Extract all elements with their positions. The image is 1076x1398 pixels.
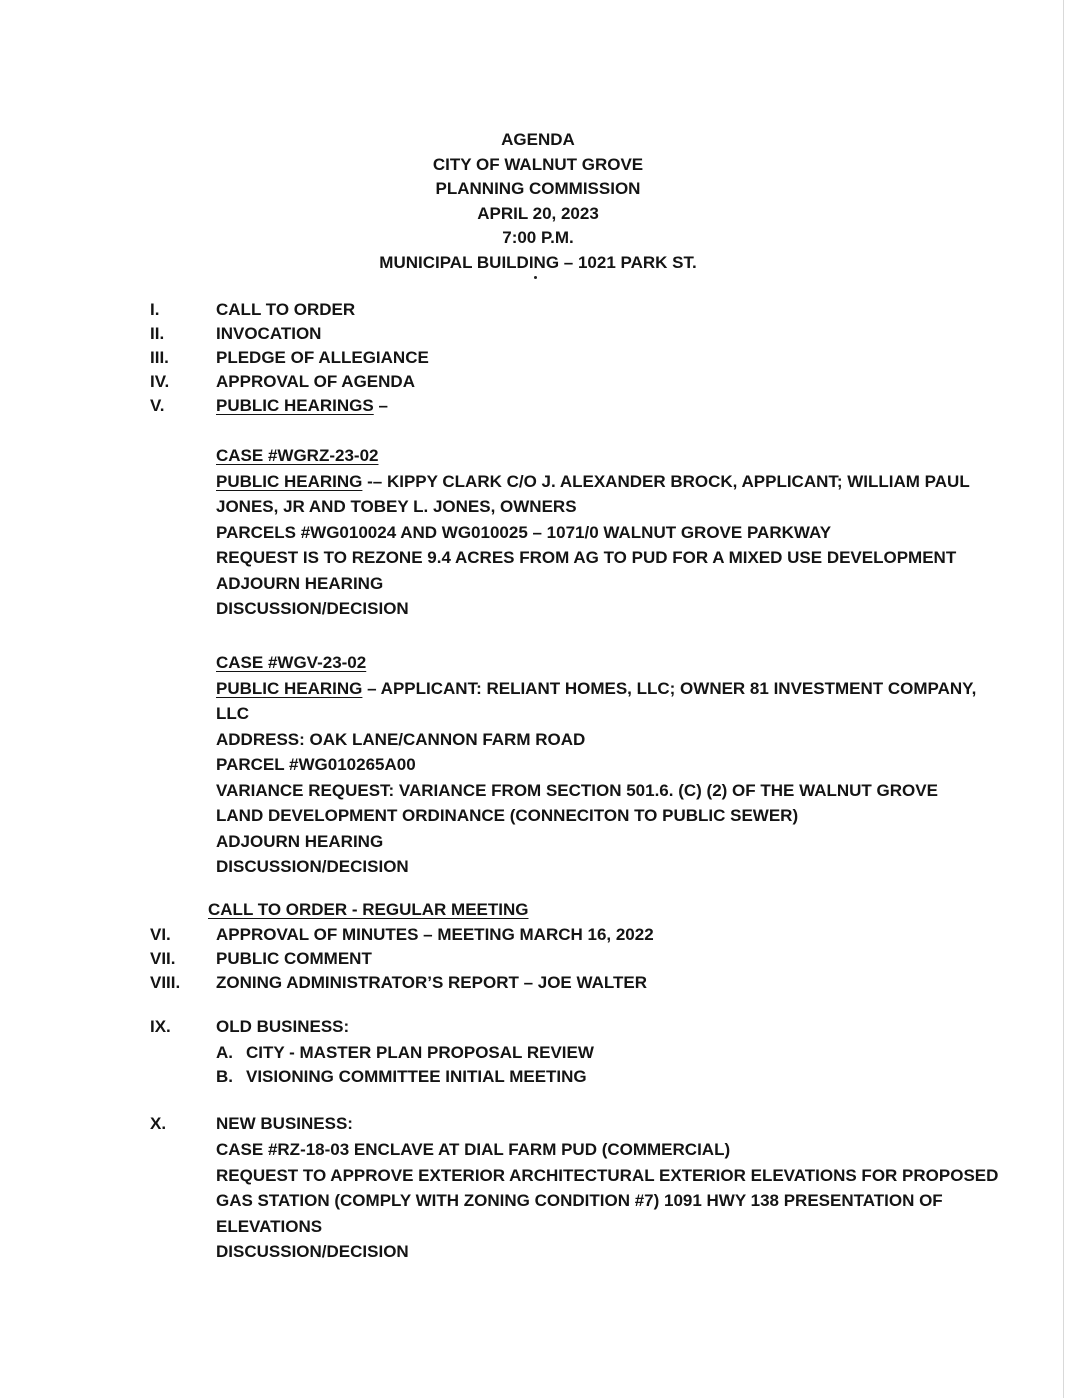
case-address: ADDRESS: OAK LANE/CANNON FARM ROAD: [216, 729, 586, 749]
hearing-details: -– KIPPY CLARK C/O J. ALEXANDER BROCK, APPLICANT; WILLIAM PAUL: [362, 471, 970, 491]
case-hearing-line: [216, 676, 976, 702]
public-hearings-label: PUBLIC HEARINGS: [216, 396, 374, 415]
item-text: VISIONING COMMITTEE INITIAL MEETING: [246, 1067, 587, 1086]
new-business-elevations: ELEVATIONS: [216, 1216, 323, 1236]
item-text: OLD BUSINESS:: [216, 1017, 350, 1036]
item-number: III.: [150, 348, 169, 367]
case-wgv-23-02: [216, 650, 976, 880]
stray-dot: [534, 276, 537, 279]
case-parcels: PARCELS #WG010024 AND WG010025 – 1071/0 WALNUT GROVE PARKWAY: [216, 522, 832, 542]
header-city: CITY OF WALNUT GROVE: [432, 154, 644, 174]
case-adjourn: ADJOURN HEARING: [216, 831, 384, 851]
item-text: PUBLIC COMMENT: [216, 949, 372, 968]
item-text: CALL TO ORDER: [216, 300, 356, 319]
item-text: CITY - MASTER PLAN PROPOSAL REVIEW: [246, 1043, 594, 1062]
case-applicant-cont: LLC: [216, 704, 250, 723]
public-hearing-label: PUBLIC HEARING: [216, 471, 363, 491]
new-business-request-cont: GAS STATION (COMPLY WITH ZONING CONDITION #7) 1091 HWY 138 PRESENTATION OF: [216, 1191, 943, 1210]
item-letter: A.: [216, 1043, 233, 1062]
item-text: ZONING ADMINISTRATOR’S REPORT – JOE WALTER: [216, 973, 648, 992]
item-text: NEW BUSINESS:: [216, 1114, 353, 1133]
item-text: APPROVAL OF AGENDA: [216, 372, 415, 391]
case-adjourn: ADJOURN HEARING: [216, 573, 384, 593]
case-title: CASE #WGRZ-23-02: [216, 446, 379, 465]
hearing-details: – APPLICANT: RELIANT HOMES, LLC; OWNER 81 INVESTMENT COMPANY,: [362, 678, 977, 698]
old-business-item-b: [216, 1065, 594, 1089]
item-number: IV.: [150, 372, 170, 391]
new-business-details: [216, 1137, 998, 1265]
item-number: VII.: [150, 949, 176, 968]
item-letter: B.: [216, 1067, 233, 1086]
item-text: APPROVAL OF MINUTES – MEETING MARCH 16, 2022: [216, 925, 654, 944]
item-number: II.: [150, 324, 165, 343]
item-number: I.: [150, 300, 160, 319]
item-number: VI.: [150, 925, 171, 944]
item-number: VIII.: [150, 973, 181, 992]
item-number: X.: [150, 1114, 167, 1133]
case-ordinance: LAND DEVELOPMENT ORDINANCE (CONNECITON TO PUBLIC SEWER): [216, 806, 799, 825]
header-title: AGENDA: [501, 130, 575, 149]
item-text: INVOCATION: [216, 324, 322, 343]
item-text: PLEDGE OF ALLEGIANCE: [216, 348, 429, 367]
header-time: 7:00 P.M.: [502, 228, 574, 247]
case-title: CASE #WGV-23-02: [216, 653, 367, 672]
case-variance: VARIANCE REQUEST: VARIANCE FROM SECTION 501.6. (C) (2) OF THE WALNUT GROVE: [216, 780, 938, 800]
new-business-case: CASE #RZ-18-03 ENCLAVE AT DIAL FARM PUD (COMMERCIAL): [216, 1140, 731, 1159]
header-date: APRIL 20, 2023: [477, 203, 599, 223]
case-parcel: PARCEL #WG010265A00: [216, 755, 416, 774]
new-business-discussion: DISCUSSION/DECISION: [216, 1242, 409, 1261]
header-location: MUNICIPAL BUILDING – 1021 PARK ST.: [379, 252, 697, 272]
old-business-list: [216, 1041, 594, 1089]
new-business-request: REQUEST TO APPROVE EXTERIOR ARCHITECTURAL EXTERIOR ELEVATIONS FOR PROPOSED: [216, 1165, 999, 1185]
case-hearing-line: [216, 469, 970, 495]
public-hearings-dash: –: [373, 396, 388, 415]
case-request: REQUEST IS TO REZONE 9.4 ACRES FROM AG TO PUD FOR A MIXED USE DEVELOPMENT: [216, 548, 957, 567]
old-business-item-a: [216, 1041, 594, 1065]
case-owners: JONES, JR AND TOBEY L. JONES, OWNERS: [216, 497, 577, 516]
regular-meeting-label: CALL TO ORDER - REGULAR MEETING: [208, 900, 529, 919]
item-number: V.: [150, 396, 165, 415]
public-hearing-label: PUBLIC HEARING: [216, 678, 363, 698]
item-number: IX.: [150, 1017, 171, 1036]
case-discussion: DISCUSSION/DECISION: [216, 857, 409, 876]
item-text-wrap: [216, 394, 388, 418]
case-wgrz-23-02: [216, 443, 970, 622]
case-discussion: DISCUSSION/DECISION: [216, 599, 409, 618]
header-commission: PLANNING COMMISSION: [435, 179, 641, 198]
agenda-header: [0, 128, 1076, 275]
